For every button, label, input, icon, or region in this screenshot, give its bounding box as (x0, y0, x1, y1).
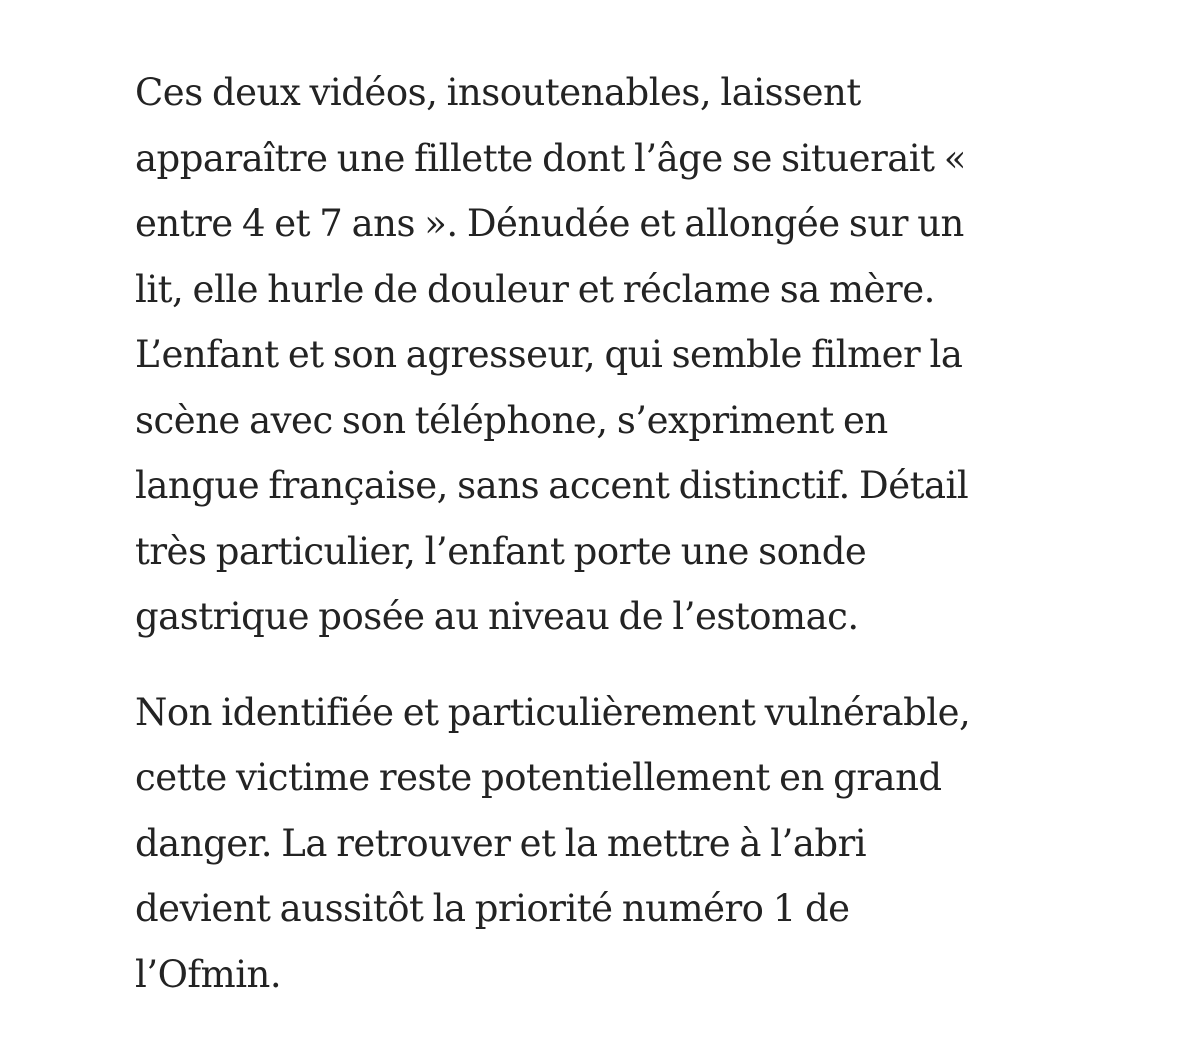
paragraph-line: entre 4 et 7 ans ». Dénudée et allongée sur un (135, 202, 964, 245)
paragraph-line: très particulier, l’enfant porte une sonde (135, 529, 867, 573)
paragraph-line: scène avec son téléphone, s’expriment en (135, 398, 888, 442)
paragraph-line: lit, elle hurle de douleur et réclame sa mère. (135, 267, 935, 311)
article-paragraph (135, 680, 1135, 1008)
paragraph-line: devient aussitôt la priorité numéro 1 de (135, 887, 850, 930)
paragraph-line: danger. La retrouver et la mettre à l’abri (135, 821, 867, 865)
paragraph-line: L’enfant et son agresseur, qui semble filmer la (135, 333, 963, 376)
paragraph-line: Ces deux vidéos, insoutenables, laissent (135, 71, 861, 114)
paragraph-line: gastrique posée au niveau de l’estomac. (135, 595, 859, 638)
paragraph-line: langue française, sans accent distinctif. Détail (135, 464, 969, 507)
paragraph-line: l’Ofmin. (135, 952, 282, 996)
paragraph-line: apparaître une fillette dont l’âge se situerait « (135, 136, 966, 180)
article-paragraph (135, 60, 1135, 650)
paragraph-line: Non identifiée et particulièrement vulnérable, (135, 690, 971, 734)
paragraph-line: cette victime reste potentiellement en grand (135, 756, 942, 799)
article-body (135, 60, 1135, 1007)
